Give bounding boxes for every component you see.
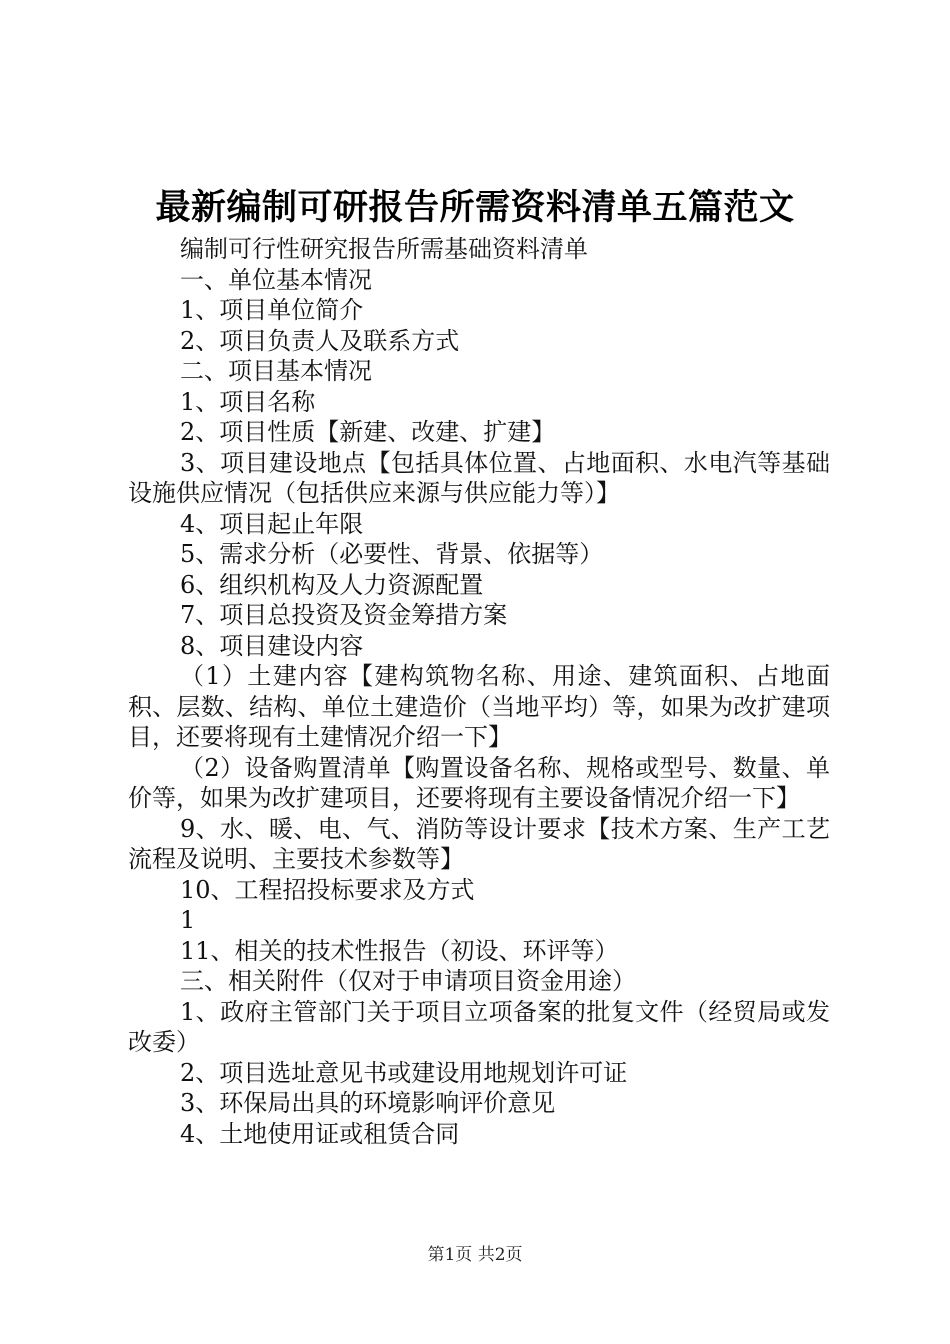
section-heading: 二、项目基本情况: [180, 357, 372, 385]
list-item: 11、相关的技术性报告（初设、环评等）: [180, 936, 619, 965]
section-heading: 一、单位基本情况: [180, 265, 372, 294]
list-item: 2、项目选址意见书或建设用地规划许可证: [180, 1058, 628, 1087]
list-item: 5、需求分析（必要性、背景、依据等）: [180, 540, 604, 568]
document-title: 最新编制可研报告所需资料清单五篇范文: [155, 188, 795, 228]
stray-page-number: 1: [180, 906, 196, 934]
list-item: 2、项目性质【新建、改建、扩建】: [180, 418, 556, 446]
list-item: 10、工程招投标要求及方式: [180, 875, 475, 904]
page-footer: 第1页 共2页: [427, 1245, 523, 1265]
list-item: 2、项目负责人及联系方式: [180, 326, 460, 355]
list-item: 4、项目起止年限: [180, 509, 364, 538]
list-item: 3、项目建设地点【包括具体位置、占地面积、水电汽等基础设施供应情况（包括供应来源与供应能力等）】: [128, 448, 830, 507]
sub-list-item: （1）土建内容【建构筑物名称、用途、建筑面积、占地面积、层数、结构、单位土建造价（当地平均）等，如果为改扩建项目，还要将现有土建情况介绍一下】: [128, 662, 830, 751]
list-item: 7、项目总投资及资金筹措方案: [180, 601, 508, 629]
list-item: 1、项目名称: [180, 387, 316, 416]
list-item: 1、项目单位简介: [180, 296, 364, 324]
list-item: 4、土地使用证或租赁合同: [180, 1119, 460, 1148]
list-item: 1、政府主管部门关于项目立项备案的批复文件（经贸局或发改委）: [128, 997, 830, 1056]
list-item: 8、项目建设内容: [180, 631, 364, 660]
list-item: 3、环保局出具的环境影响评价意见: [180, 1089, 556, 1117]
list-item: 9、水、暖、电、气、消防等设计要求【技术方案、生产工艺流程及说明、主要技术参数等】: [128, 814, 830, 873]
list-item: 6、组织机构及人力资源配置: [180, 570, 484, 599]
paragraph: 编制可行性研究报告所需基础资料清单: [180, 235, 588, 263]
section-heading: 三、相关附件（仅对于申请项目资金用途）: [180, 967, 636, 995]
sub-list-item: （2）设备购置清单【购置设备名称、规格或型号、数量、单价等，如果为改扩建项目，还要将现有主要设备情况介绍一下】: [128, 753, 830, 812]
document-body: [128, 234, 830, 1149]
